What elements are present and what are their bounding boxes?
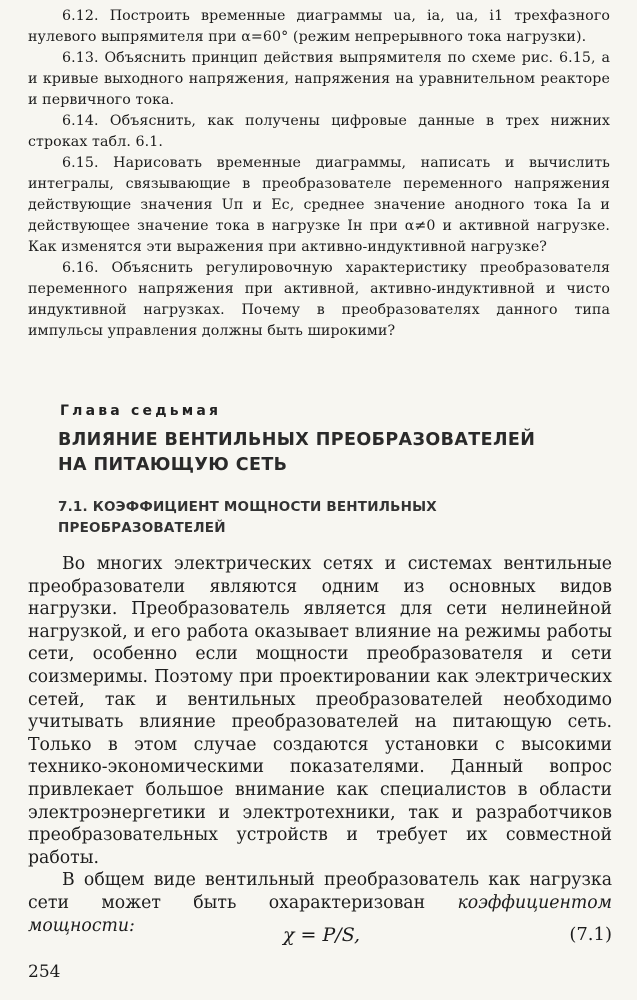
body-paragraph-1: Во многих электрических сетях и системах вентильные преобразователи являются одним из основных видов нагрузки. Преобразователь является для сети нелинейной нагрузкой, и его работа оказывает влияние на режимы работы сети, особенно если мощности преобразователя и сети соизмеримы. Поэтому при проектировании как электрических сетей, так и вентильных преобразователей необходимо учитывать влияние преобразователей на питающую сеть. Только в этом случае создаются установки с высокими технико-экономическими показателями. Данный вопрос привлекает большое внимание как специалистов в области электроэнергетики и электротехники, так и разработчиков преобразовательных устройств и требует их совместной работы. — [28, 554, 612, 868]
chapter-title-line-1: ВЛИЯНИЕ ВЕНТИЛЬНЫХ ПРЕОБРАЗОВАТЕЛЕЙ — [58, 430, 536, 450]
chapter-title-line-2: НА ПИТАЮЩУЮ СЕТЬ — [58, 455, 288, 475]
formula-number: (7.1) — [569, 924, 612, 945]
exercise-6-13: 6.13. Объяснить принцип действия выпрямителя по схеме рис. 6.15, а и кривые выходного напряжения, напряжения на уравнительном реакторе и первичного тока. — [28, 50, 610, 108]
chapter-label: Глава седьмая — [60, 403, 222, 419]
exercise-6-14: 6.14. Объяснить, как получены цифровые данные в трех нижних строках табл. 6.1. — [28, 113, 610, 150]
section-title — [58, 497, 478, 539]
body-paragraph-2-term: коэффициентом мощности: — [28, 892, 612, 936]
section-title-line-2: ПРЕОБРАЗОВАТЕЛЕЙ — [58, 520, 226, 536]
chapter-title — [58, 428, 538, 478]
exercise-list — [28, 6, 610, 342]
page-number: 254 — [28, 962, 61, 982]
section-body — [28, 553, 612, 937]
formula-expression: χ = P/S, — [283, 924, 361, 946]
body-paragraph-2-text: В общем виде вентильный преобразователь как нагрузка сети может быть охарактеризован — [28, 870, 612, 913]
exercise-6-15: 6.15. Нарисовать временные диаграммы, написать и вычислить интегралы, связывающие в преобразователе переменного напряжения действующие значения Uп и Ec, среднее значение анодного тока Ia и действующее значение тока в нагрузке Iн при α≠0 и активной нагрузке. Как изменятся эти выражения при активно-индуктивной нагрузке? — [28, 155, 610, 255]
exercise-6-12: 6.12. Построить временные диаграммы ua, ia, ua, i1 трехфазного нулевого выпрямителя при α=60° (режим непрерывного тока нагрузки). — [28, 8, 610, 45]
exercise-6-16: 6.16. Объяснить регулировочную характеристику преобразователя переменного напряжения при активной, активно-индуктивной и чисто индуктивной нагрузках. Почему в преобразователях данного типа импульсы управления должны быть широкими? — [28, 260, 610, 339]
section-title-line-1: 7.1. КОЭФФИЦИЕНТ МОЩНОСТИ ВЕНТИЛЬНЫХ — [58, 499, 437, 515]
